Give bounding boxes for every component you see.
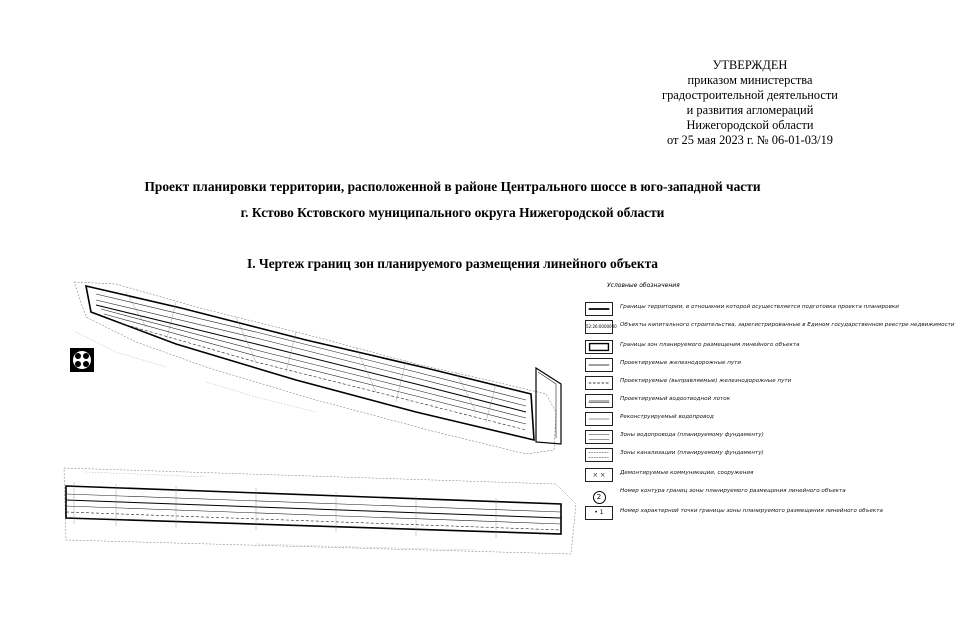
legend-label: Проектируемый водоотводной лоток	[620, 396, 731, 402]
legend-item	[583, 376, 883, 392]
legend-symbol	[585, 358, 613, 372]
approval-line: Нижегородской области	[686, 118, 814, 132]
legend-item	[583, 448, 883, 464]
legend-label: Объекты капитального строительства, зарегистрированные в Едином государственном реестре недвижимости	[620, 322, 955, 328]
approval-stamp	[640, 58, 860, 148]
legend-label: Зоны канализации (планируемому фундаменту)	[620, 450, 764, 456]
legend-symbol	[585, 394, 613, 408]
legend-label: Номер характерной точки границы зоны планируемого размещения линейного объекта	[620, 508, 883, 514]
section-title: I. Чертеж границ зон планируемого размещения линейного объекта	[246, 256, 658, 271]
legend-symbol	[585, 448, 613, 462]
legend-label: Проектируемые железнодорожные пути	[620, 360, 742, 366]
legend-item	[583, 506, 883, 522]
approval-line: и развития агломераций	[686, 103, 814, 117]
legend-symbol	[585, 412, 613, 426]
legend-item	[583, 340, 883, 356]
planning-drawing	[56, 272, 581, 562]
approval-line: градостроительной деятельности	[662, 88, 838, 102]
legend-item	[583, 320, 955, 336]
legend-item	[583, 302, 899, 318]
approval-line: приказом министерства	[687, 73, 813, 87]
legend-symbol	[585, 376, 613, 390]
legend-item	[583, 468, 883, 484]
legend-symbol	[585, 430, 613, 444]
legend-item	[583, 486, 883, 502]
legend-label: Границы территории, в отношении которой осуществляется подготовка проекта планировки	[620, 304, 899, 310]
legend-symbol	[585, 486, 613, 500]
legend-symbol: • 1	[585, 506, 613, 520]
legend-label: Зоны водопровода (планируемому фундаменту)	[620, 432, 764, 438]
legend-title: Условные обозначения	[607, 282, 680, 289]
legend	[583, 280, 955, 530]
document-title-line-1: Проект планировки территории, расположенной в районе Центрального шоссе в юго-западной части	[144, 179, 761, 194]
upper-drawing-sheet	[74, 282, 561, 454]
contour-number-icon: 2	[593, 491, 606, 504]
legend-symbol: × ×	[585, 468, 613, 482]
legend-item	[583, 430, 883, 446]
legend-item	[583, 358, 883, 374]
lower-drawing-sheet	[64, 468, 576, 554]
legend-label: Реконструируемый водопровод	[620, 414, 714, 420]
document-title-line-2: г. Кстово Кстовского муниципального округа Нижегородской области	[240, 205, 665, 220]
legend-label: Проектируемые (выправляемые) железнодорожные пути	[620, 378, 792, 384]
legend-label: Номер контура границ зоны планируемого размещения линейного объекта	[620, 488, 846, 494]
legend-symbol: 52:26:0000000	[585, 320, 613, 334]
compass-rose-icon	[70, 348, 94, 372]
legend-label: Демонтируемые коммуникации, сооружения	[620, 470, 754, 476]
legend-item	[583, 412, 883, 428]
approval-line: от 25 мая 2023 г. № 06-01-03/19	[666, 133, 834, 147]
legend-item	[583, 394, 883, 410]
legend-label: Границы зон планируемого размещения линейного объекта	[620, 342, 800, 348]
legend-symbol	[585, 302, 613, 316]
legend-symbol	[585, 340, 613, 354]
approval-line: УТВЕРЖДЕН	[712, 58, 788, 72]
